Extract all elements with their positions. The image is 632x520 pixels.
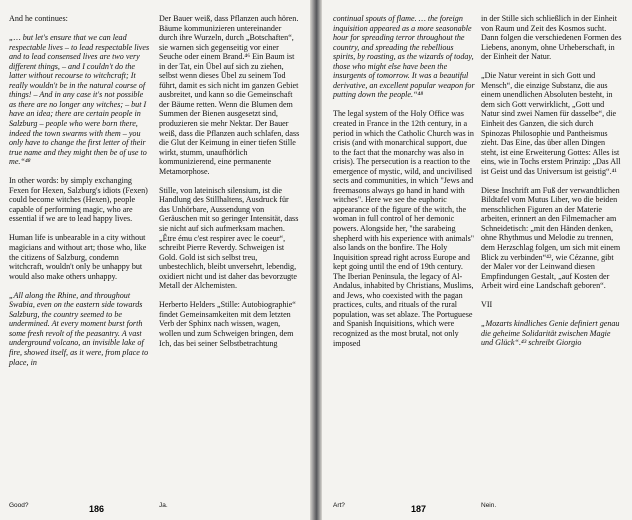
left-page-column-1 [9, 14, 151, 377]
left-page [0, 0, 310, 520]
paragraph: „Die Natur vereint in sich Gott und Mensch“, die einzige Substanz, die aus einem unendlichen Absoluten besteht, in dem sich Gott verwirklicht, „Gott und Natur sind zwei Namen für dasselbe“, die Einheit des Ganzen, die sich durch Spinozas Philosophie und Pantheismus zieht. Das Eine, das über allen Dingen steht, ist eine Erweiterung Gottes: Alles ist eins, wie in Tochs erstem Prinzip: „Das All ist Geist und das Universum ist geistig“.⁴¹ [481, 71, 621, 176]
left-page-column-2 [159, 14, 301, 358]
quote-paragraph: „… but let's ensure that we can lead respectable lives – to lead respectable lives and to lead consensed lives are two very different things, – and I couldn't do the latter without recourse to witchcraft; It really wouldn't be in the natural course of things! – And in any case it's not possible as there are no longer any witches; – but I have an idea; there are certain people in Salzburg – people who were born there, indeed the town swarms with them – you only have to change the first letter of their true name and they might then be of use to me.“⁴⁸ [9, 33, 150, 167]
right-page-column-1 [333, 14, 475, 358]
paragraph: Stille, von lateinisch silensium, ist die Handlung des Stillhaltens, Ausdruck für das Unhörbare, Aussendung von Geräuschen mit so geringer Intensität, dass sie nicht auf sich aufmerksam machen. „Être ému c'est respirer avec le coeur“, schreibt Pierre Reverdy. Schweigen ist Gold. Gold ist sich selbst treu, unbestechlich, bleibt unversehrt, lebendig, oxidiert nicht und ist daher das bevorzugte Metall der Alchemisten. [159, 185, 299, 291]
right-footer-label: Art? [333, 502, 345, 509]
left-footer-right-label: Ja. [159, 502, 168, 509]
right-page-column-2 [481, 14, 623, 357]
paragraph: And he continues: [9, 14, 68, 23]
left-page-number: 186 [89, 504, 105, 514]
quote-paragraph: continual spouts of flame. … the foreign inquisition appeared as a more seasonable hour for spreading terror throughout the country, and spreading the rebellious spirits, by roasting, as the wizards of today, those who might else have been the insurgents of tomorrow. It was a beautiful derivative, an excellent popular weapon for putting down the people.“⁴⁸ [333, 14, 475, 100]
section-heading: VII [481, 300, 493, 310]
quote-paragraph: „All along the Rhine, and throughout Swabia, even on the eastern side towards Salzburg, the country seemed to be undermined. At every moment burst forth some fresh revolt of the peasantry. A vast underground volcano, an invisible lake of fire, showed itself, as it were, from place to place, in [9, 290, 149, 367]
right-page-number: 187 [411, 504, 427, 514]
paragraph: Herberto Helders „Stille: Autobiographie“ findet Gemeinsamkeiten mit dem letzten Verb der Sphinx nach wissen, wagen, wollen und zum Schweigen bringen, dem Ich, das bei seiner Selbstbetrachtung [159, 300, 296, 348]
paragraph: Human life is unbearable in a city without magicians and without art; those who, like the citizens of Salzburg, condemn witchcraft, wouldn't only be unhappy but would also make others unhappy. [9, 233, 147, 281]
left-footer-label: Good? [9, 502, 29, 509]
paragraph: The legal system of the Holy Office was created in France in the 12th century, in a period in which the Catholic Church was in crisis (and with monarchical support, due to the fact that the monarchy was also in crisis). The persecution is a reaction to the emergence of mystic, wild, and uncivilised sects and communities, in which "Jews and freemasons always go hand in hand with witches". Here we see the euphoric appearance of the figure of the witch, the woman in full control of her demonic powers. Alongside her, "the sarabeing shepherd with his experience with animals" also lands on the bonfire. The Holy Inquisition spread right across Europe and kept going until the end of 19th century. The Iberian Peninsula, the legacy of Al-Andalus, inhabited by Christians, Muslims, and Jews, who coexisted with the pagan practices, cults, and rituals of the rural population, was set ablaze. The Portuguese and Spanish Inquisitions, which were recognized as the most brutal, not only imposed [333, 109, 475, 348]
right-footer-right-label: Nein. [481, 502, 497, 509]
right-page [322, 0, 632, 520]
quote-paragraph: „Mozarts kindliches Genie definiert genau die geheime Solidarität zwischen Magie und Glück“.⁴³ schreibt Giorgio [481, 319, 620, 348]
book-gutter [310, 0, 322, 520]
paragraph: Diese Inschrift am Fuß der verwandtlichen Bildtafel vom Mutus Liber, wo die beiden menschlichen Figuren an der Materie arbeiten, erinnert an den Filmemacher am Schneidetisch: „mit den Händen denken, ohne Rhythmus und Melodie zu trennen, dem Herzschlag folgen, um sich mit einem Blick zu verbinden“⁴², wie Cézanne, gibt der Maler vor der Leinwand diesen Empfindungen Gestalt, „auf Kosten der Arbeit wird eine Landschaft geboren“. [481, 185, 621, 291]
paragraph: Der Bauer weiß, dass Pflanzen auch hören. Bäume kommunizieren untereinander durch ihre Wurzeln, durch „Botschaften“, sie warnen sich gegenseitig vor einer Seuche oder einem Brand.⁴⁶ Ein Baum ist in der Tat, ein Übel auf sich zu ziehen, selbst wenn dieses Übel zu seinem Tod führt, damit es sich nicht im ganzen Gebiet ausbreitet, und kann so die Gemeinschaft der Bäume retten. Wenn die Blumen dem Summen der Bienen ausgesetzt sind, produzieren sie mehr Nektar. Der Bauer weiß, dass die Pflanzen auch schlafen, dass die Glut der Keimung in einer tiefen Stille wirkt, stumm, unaufhörlich kommunizierend, eine permanente Metamorphose. [159, 14, 300, 176]
paragraph: in der Stille sich schließlich in der Einheit von Raum und Zeit des Kosmos sucht. Dann folgen die verschiedenen Formen des Liebens, anonym, ohne Urheberschaft, in der Einheit der Natur. [481, 14, 622, 62]
paragraph: In other words: by simply exchanging Fexen for Hexen, Salzburg's idiots (Fexen) could become witches (Hexen), people capable of performing magic, who are essential if we are to lead happy lives. [9, 176, 148, 224]
